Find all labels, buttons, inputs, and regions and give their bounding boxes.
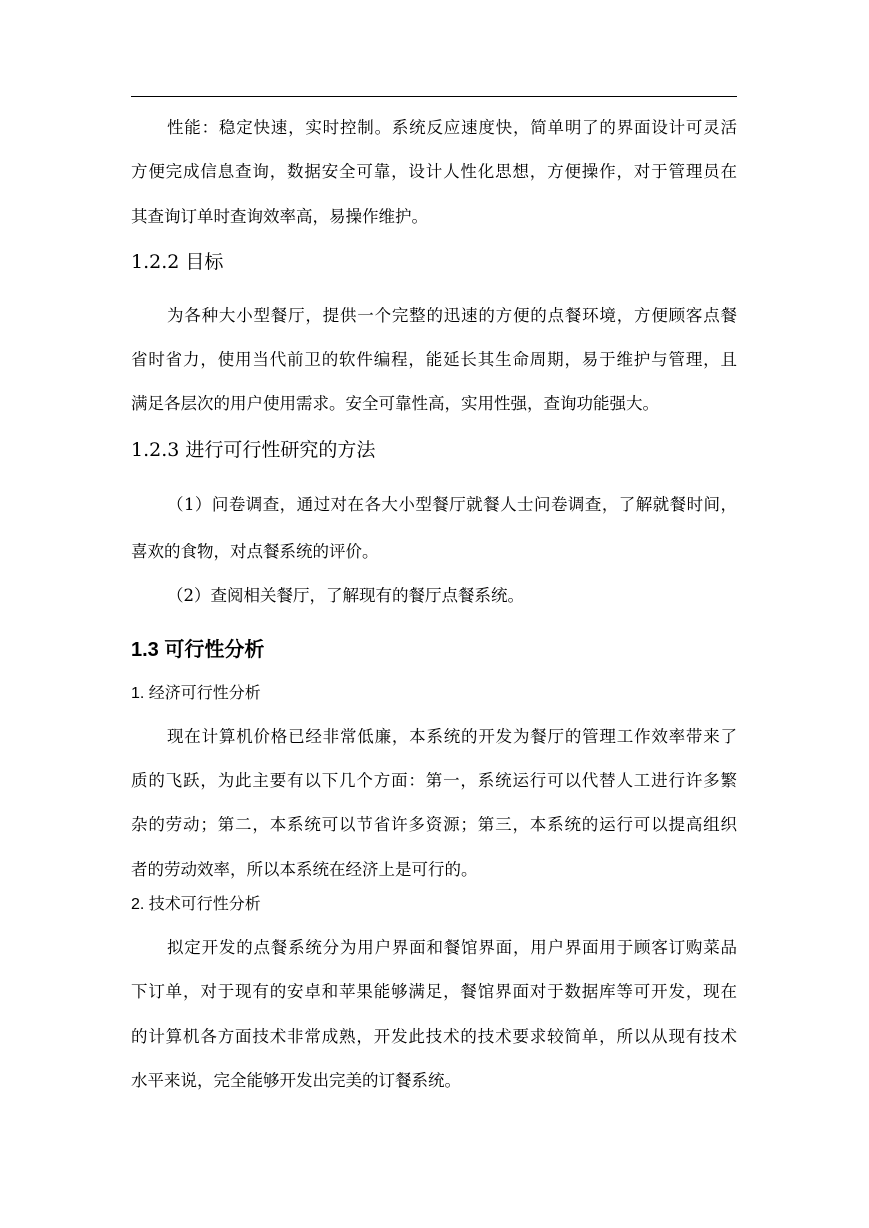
paragraph-line: （1）问卷调查，通过对在各大小型餐厅就餐人士问卷调查，了解就餐时间，	[167, 495, 737, 514]
paragraph-line: 质的飞跃，为此主要有以下几个方面：第一，系统运行可以代替人工进行许多繁	[131, 771, 737, 790]
paragraph-line: 下订单，对于现有的安卓和苹果能够满足，餐馆界面对于数据库等可开发，现在	[131, 982, 737, 1001]
header-rule	[131, 96, 737, 97]
subsection-heading-technical: 2. 技术可行性分析	[131, 896, 261, 913]
paragraph-line: 水平来说，完全能够开发出完美的订餐系统。	[131, 1071, 461, 1090]
paragraph-line: 者的劳动效率，所以本系统在经济上是可行的。	[131, 860, 478, 879]
paragraph-line: 杂的劳动；第二，本系统可以节省许多资源；第三，本系统的运行可以提高组织	[131, 815, 737, 834]
paragraph-line: 现在计算机价格已经非常低廉，本系统的开发为餐厅的管理工作效率带来了	[167, 727, 737, 746]
paragraph-line: 方便完成信息查询，数据安全可靠，设计人性化思想，方便操作，对于管理员在	[131, 162, 737, 181]
section-heading-1-2-3: 1.2.3 进行可行性研究的方法	[131, 439, 376, 461]
paragraph-line: （2）查阅相关餐厅，了解现有的餐厅点餐系统。	[167, 586, 524, 605]
paragraph-line: 其查询订单时查询效率高，易操作维护。	[131, 207, 428, 226]
paragraph-line: 省时省力，使用当代前卫的软件编程，能延长其生命周期，易于维护与管理，且	[131, 350, 737, 369]
paragraph-line: 满足各层次的用户使用需求。安全可靠性高，实用性强，查询功能强大。	[131, 394, 659, 413]
section-heading-1-3: 1.3 可行性分析	[131, 639, 265, 661]
paragraph-line: 性能：稳定快速，实时控制。系统反应速度快，简单明了的界面设计可灵活	[167, 118, 737, 137]
paragraph-line: 喜欢的食物，对点餐系统的评价。	[131, 542, 379, 561]
subsection-heading-economic: 1. 经济可行性分析	[131, 685, 261, 702]
paragraph-line: 的计算机各方面技术非常成熟，开发此技术的技术要求较简单，所以从现有技术	[131, 1027, 737, 1046]
paragraph-line: 拟定开发的点餐系统分为用户界面和餐馆界面，用户界面用于顾客订购菜品	[167, 938, 737, 957]
section-heading-1-2-2: 1.2.2 目标	[131, 251, 224, 273]
paragraph-line: 为各种大小型餐厅，提供一个完整的迅速的方便的点餐环境，方便顾客点餐	[167, 306, 737, 325]
